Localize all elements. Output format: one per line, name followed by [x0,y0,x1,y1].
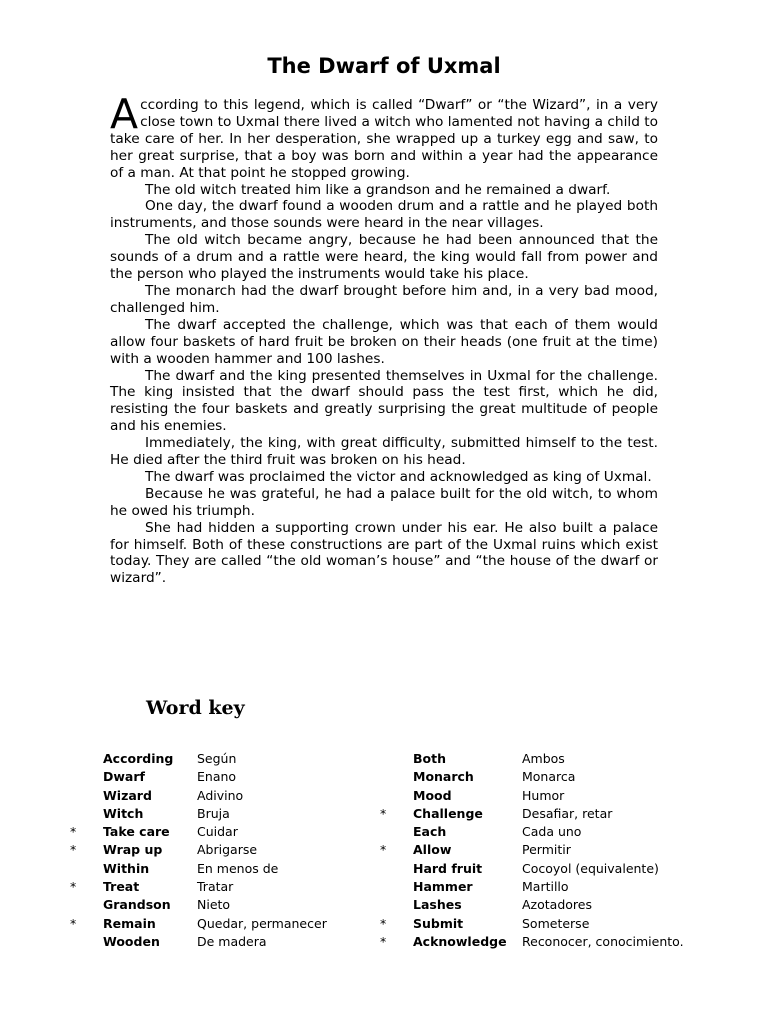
table-row [376,806,684,824]
star-marker [376,824,413,842]
english-word: Hammer [413,879,473,895]
story-paragraph: The dwarf was proclaimed the victor and acknowledged as king of Uxmal. [145,468,652,485]
spanish-translation: En menos de [197,860,279,876]
spanish-translation: Adivino [197,787,244,803]
english-word: Dwarf [103,769,145,785]
star-marker [376,897,413,915]
english-word: Wooden [103,933,160,949]
star-marker [66,769,103,787]
star-marker [66,934,103,952]
word-key-table-right [376,751,684,952]
drop-cap: A [110,90,139,138]
english-word: Grandson [103,897,171,913]
table-row [376,934,684,952]
star-marker: * [380,842,387,858]
star-marker [376,879,413,897]
word-key-heading: Word key [146,697,245,719]
spanish-translation: De madera [197,933,267,949]
star-marker [66,861,103,879]
story-paragraph-text: ccording to this legend, which is called “Dwarf” or “the Wizard”, in a very close town to Uxmal there lived a witch who lamented not having a child to take care of her. In her desperation, she wrapped up a turkey egg and saw, to her great surprise, that a boy was born and within a year had the appearance of a man. At that point he stopped growing. [110,97,658,181]
story-paragraph [110,90,658,182]
english-word: Wizard [103,787,152,803]
english-word: Allow [413,842,452,858]
english-word: Both [413,751,446,766]
story-paragraph: She had hidden a supporting crown under his ear. He also built a palace for himself. Both of these constructions are part of the Uxmal ruins which exist today. They are called “the old woman’s house” and “the house of the dwarf or wizard”. [110,519,658,587]
table-row [376,916,684,934]
table-row [66,751,327,769]
english-word: Within [103,860,150,876]
story-paragraph: Immediately, the king, with great difficulty, submitted himself to the test. He died after the third fruit was broken on his head. [110,435,658,469]
star-marker [376,769,413,787]
star-marker [66,897,103,915]
spanish-translation: Martillo [522,879,569,895]
english-word: According [103,751,174,766]
story-paragraph: The dwarf accepted the challenge, which was that each of them would allow four baskets of hard fruit be broken on their heads (one fruit at the time) with a wooden hammer and 100 lashes. [110,316,658,367]
table-row [376,788,684,806]
english-word: Challenge [413,805,483,821]
table-row [376,879,684,897]
spanish-translation: Abrigarse [197,842,258,858]
table-row [376,769,684,787]
spanish-translation: Permitir [522,842,571,858]
spanish-translation: Azotadores [522,897,592,913]
story-paragraph: The dwarf and the king presented themselves in Uxmal for the challenge. The king insisted that the dwarf should pass the test first, which he did, resisting the four baskets and greatly surprising the great multitude of people and his enemies. [110,367,658,435]
english-word: Mood [413,787,452,803]
spanish-translation: Cuidar [197,824,238,840]
table-row [66,934,327,952]
star-marker: * [70,824,77,840]
english-word: Take care [103,824,170,840]
spanish-translation: Cocoyol (equivalente) [522,860,659,876]
table-row [376,824,684,842]
table-row [66,806,327,824]
star-marker: * [380,915,387,931]
english-word: Lashes [413,897,462,913]
star-marker: * [70,915,77,931]
english-word: Remain [103,915,156,931]
star-marker: * [380,805,387,821]
story-paragraph: The old witch treated him like a grandson and he remained a dwarf. [145,181,611,198]
star-marker: * [70,842,77,858]
table-row [66,788,327,806]
table-row [66,769,327,787]
story-paragraph: The monarch had the dwarf brought before him and, in a very bad mood, challenged him. [110,282,658,316]
spanish-translation: Desafiar, retar [522,805,613,821]
star-marker [376,788,413,806]
spanish-translation: Cada uno [522,824,582,840]
story-paragraph: The old witch became angry, because he had been announced that the sounds of a drum and a rattle were heard, the king would fall from power and the person who played the instruments would take his place. [110,232,658,283]
table-row [376,897,684,915]
spanish-translation: Someterse [522,915,590,931]
english-word: Each [413,824,447,840]
spanish-translation: Reconocer, conocimiento. [522,933,684,949]
spanish-translation: Según [197,751,237,766]
table-row [66,842,327,860]
spanish-translation: Tratar [197,879,234,895]
word-key-table-left [66,751,327,952]
star-marker [66,806,103,824]
story-text [110,90,658,587]
english-word: Submit [413,915,464,931]
table-row [66,897,327,915]
page-title: The Dwarf of Uxmal [267,54,501,78]
table-row [376,751,684,769]
star-marker: * [380,933,387,949]
table-row [66,916,327,934]
story-paragraph: One day, the dwarf found a wooden drum and a rattle and he played both instruments, and those sounds were heard in the near villages. [110,198,658,232]
english-word: Witch [103,805,144,821]
spanish-translation: Monarca [522,769,576,785]
star-marker [376,861,413,879]
spanish-translation: Bruja [197,805,230,821]
spanish-translation: Humor [522,787,565,803]
english-word: Hard fruit [413,860,483,876]
star-marker: * [70,879,77,895]
table-row [66,824,327,842]
spanish-translation: Quedar, permanecer [197,915,327,931]
table-row [66,861,327,879]
english-word: Monarch [413,769,474,785]
star-marker [66,751,103,769]
english-word: Acknowledge [413,933,507,949]
table-row [376,842,684,860]
english-word: Treat [103,879,140,895]
star-marker [376,751,413,769]
spanish-translation: Enano [197,769,237,785]
table-row [66,879,327,897]
story-paragraph: Because he was grateful, he had a palace built for the old witch, to whom he owed his triumph. [110,485,658,519]
table-row [376,861,684,879]
spanish-translation: Ambos [522,751,565,766]
star-marker [66,788,103,806]
spanish-translation: Nieto [197,897,231,913]
english-word: Wrap up [103,842,163,858]
